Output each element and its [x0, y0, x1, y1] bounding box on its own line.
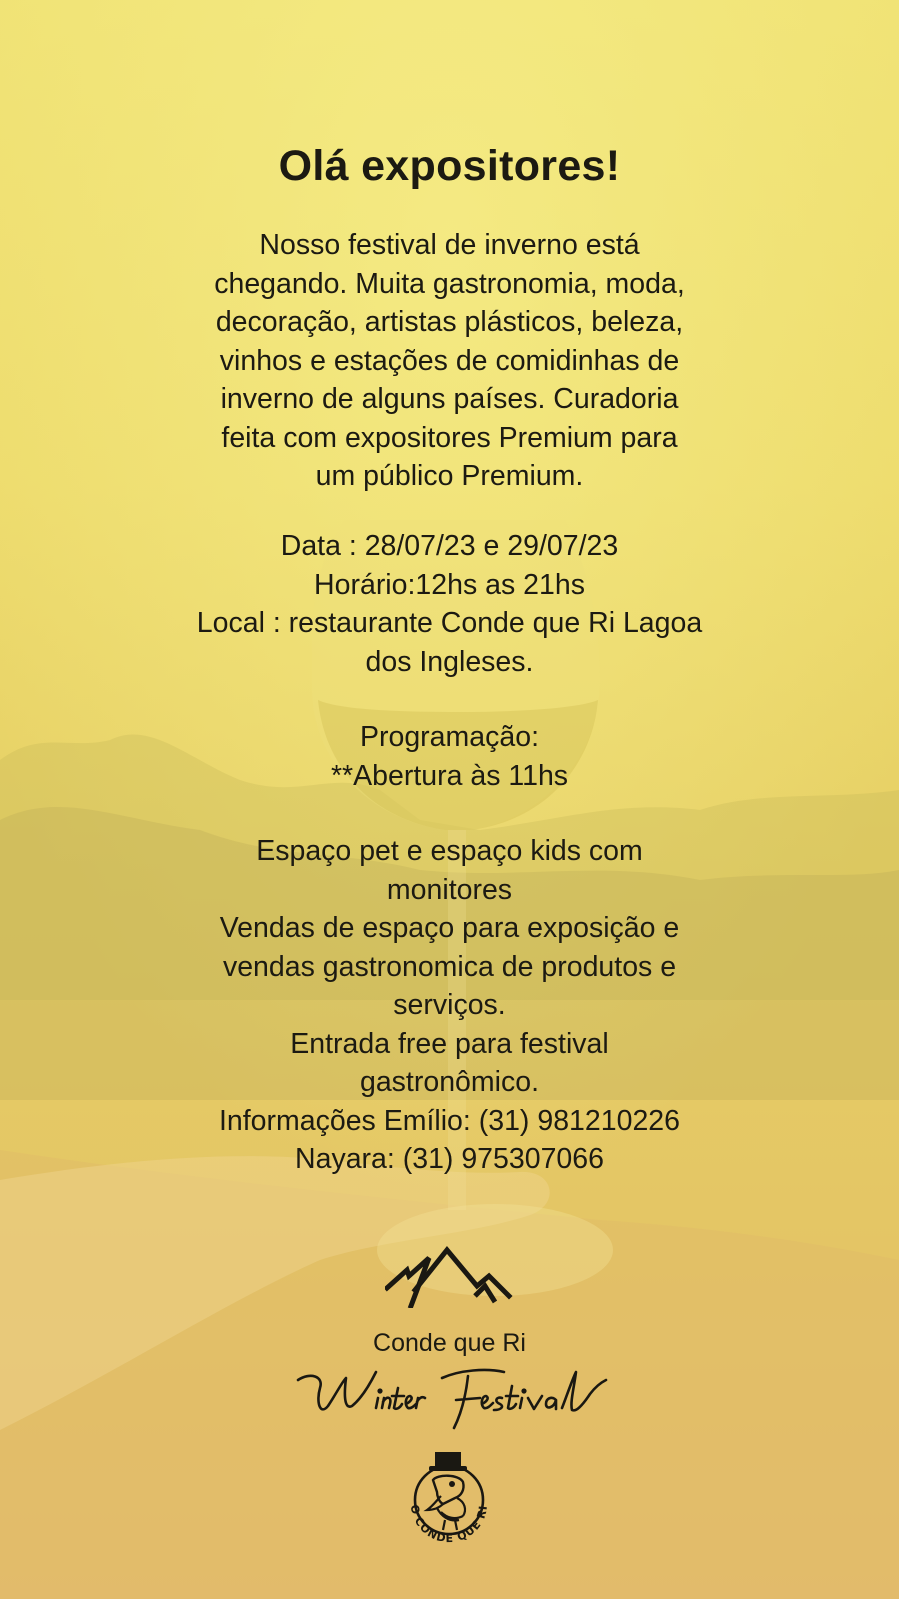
brand-name: Conde que Ri [373, 1329, 526, 1357]
mountain-icon [385, 1246, 515, 1308]
intro-text: Nosso festival de inverno está chegando. Muita gastronomia, moda, decoração, artistas plásticos, beleza, vinhos e estações de comidinhas de inverno de alguns países. Curadoria feita com expositores Premium para um público Premium. [214, 229, 685, 492]
svg-text:O CONDE QUE RI: O CONDE QUE RI [407, 1503, 491, 1546]
page-title: Olá expositores! [278, 142, 621, 190]
details-text: Espaço pet e espaço kids com monitores Vendas de espaço para exposição e vendas gastronomica de produtos e serviços. Entrada free para festival gastronômico. Informações Emílio: (31) 981210226 Nayara: (31) 975307066 [218, 835, 680, 1175]
event-info: Data : 28/07/23 e 29/07/23 Horário:12hs as 21hs Local : restaurante Conde que Ri Lagoa dos Ingleses. [196, 530, 703, 678]
winter-festival-script-logo [290, 1358, 610, 1438]
program-text: Programação: **Abertura às 11hs [330, 721, 569, 792]
conde-que-ri-badge-logo [397, 1446, 501, 1554]
